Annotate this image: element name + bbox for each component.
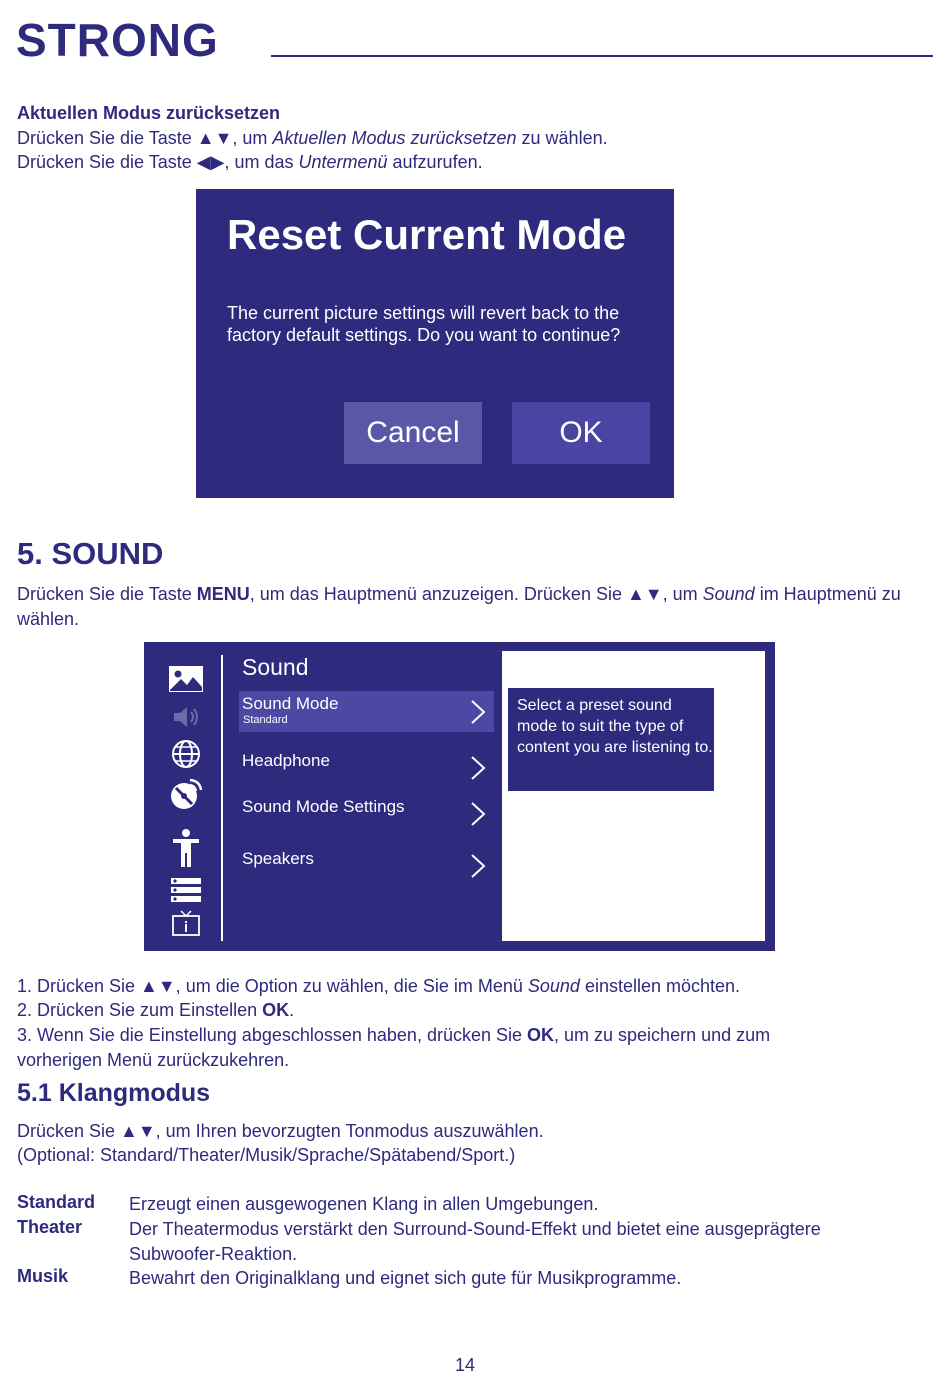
reset-instruction-2: Drücken Sie die Taste ◀▶, um das Untermenü aufzurufen. <box>17 152 483 172</box>
definition-text: Bewahrt den Originalklang und eignet sich gute für Musikprogramme. <box>129 1268 682 1288</box>
definition-text: Der Theatermodus verstärkt den Surround-Sound-Effekt und bietet eine ausgeprägtere Subwoofer-Reaktion. <box>129 1219 821 1264</box>
list-icon[interactable] <box>168 875 204 905</box>
step-3: 3. Wenn Sie die Einstellung abgeschlossen haben, drücken Sie OK, um zu speichern und zum vorherigen Menü zurückzukehren. <box>17 1025 771 1070</box>
picture-icon[interactable] <box>168 664 204 694</box>
step-1: 1. Drücken Sie ▲▼, um die Option zu wählen, die Sie im Menü Sound einstellen möchten. <box>17 976 741 996</box>
cancel-button[interactable]: Cancel <box>344 402 482 464</box>
definition-term: Standard <box>17 1192 96 1212</box>
reset-heading: Aktuellen Modus zurücksetzen <box>17 103 281 123</box>
menu-item-sound-mode[interactable] <box>239 691 494 732</box>
menu-item-label: Headphone <box>242 751 330 770</box>
brand-logo: STRONG <box>16 14 219 66</box>
tv-info-icon[interactable] <box>168 908 204 938</box>
menu-item-speakers[interactable] <box>239 845 494 886</box>
menu-item-sound-mode-settings[interactable] <box>239 793 494 834</box>
menu-item-value: Standard <box>243 714 288 726</box>
step-2: 2. Drücken Sie zum Einstellen OK. <box>17 1000 295 1020</box>
chevron-right-icon <box>470 755 486 786</box>
help-panel <box>502 651 765 941</box>
menu-item-headphone[interactable] <box>239 747 494 788</box>
section-heading-sound: 5. SOUND <box>17 536 164 571</box>
sound-menu <box>144 642 775 951</box>
reset-dialog <box>196 189 674 498</box>
help-text: Select a preset sound mode to suit the type of content you are listening to. <box>508 688 714 791</box>
globe-icon[interactable] <box>168 739 204 769</box>
chevron-right-icon <box>470 801 486 832</box>
definition-term: Theater <box>17 1217 83 1237</box>
menu-icon-column <box>144 642 222 951</box>
dialog-title: Reset Current Mode <box>227 211 627 258</box>
accessibility-icon[interactable] <box>168 828 204 868</box>
satellite-dish-icon[interactable] <box>168 779 204 809</box>
klang-options: (Optional: Standard/Theater/Musik/Sprache/Spätabend/Sport.) <box>17 1145 516 1165</box>
menu-title: Sound <box>242 654 309 680</box>
chevron-right-icon <box>470 853 486 884</box>
speaker-icon[interactable] <box>168 702 204 732</box>
menu-item-label: Sound Mode <box>242 694 339 713</box>
page-number: 14 <box>455 1355 476 1375</box>
definition-term: Musik <box>17 1266 69 1286</box>
header-divider <box>271 55 933 57</box>
chevron-right-icon <box>470 699 486 730</box>
ok-button[interactable]: OK <box>512 402 650 464</box>
dialog-message: The current picture settings will revert back to the factory default settings. Do you want to continue? <box>227 303 621 345</box>
menu-item-label: Speakers <box>242 849 314 868</box>
sound-intro: Drücken Sie die Taste MENU, um das Hauptmenü anzuzeigen. Drücken Sie ▲▼, um Sound im Hauptmenü zu wählen. <box>17 584 901 629</box>
menu-item-label: Sound Mode Settings <box>242 797 405 816</box>
section-heading-klangmodus: 5.1 Klangmodus <box>17 1079 211 1107</box>
definition-text: Erzeugt einen ausgewogenen Klang in allen Umgebungen. <box>129 1194 599 1214</box>
menu-divider <box>221 655 223 941</box>
reset-instruction-1: Drücken Sie die Taste ▲▼, um Aktuellen Modus zurücksetzen zu wählen. <box>17 128 608 148</box>
klang-instruction: Drücken Sie ▲▼, um Ihren bevorzugten Tonmodus auszuwählen. <box>17 1121 544 1141</box>
